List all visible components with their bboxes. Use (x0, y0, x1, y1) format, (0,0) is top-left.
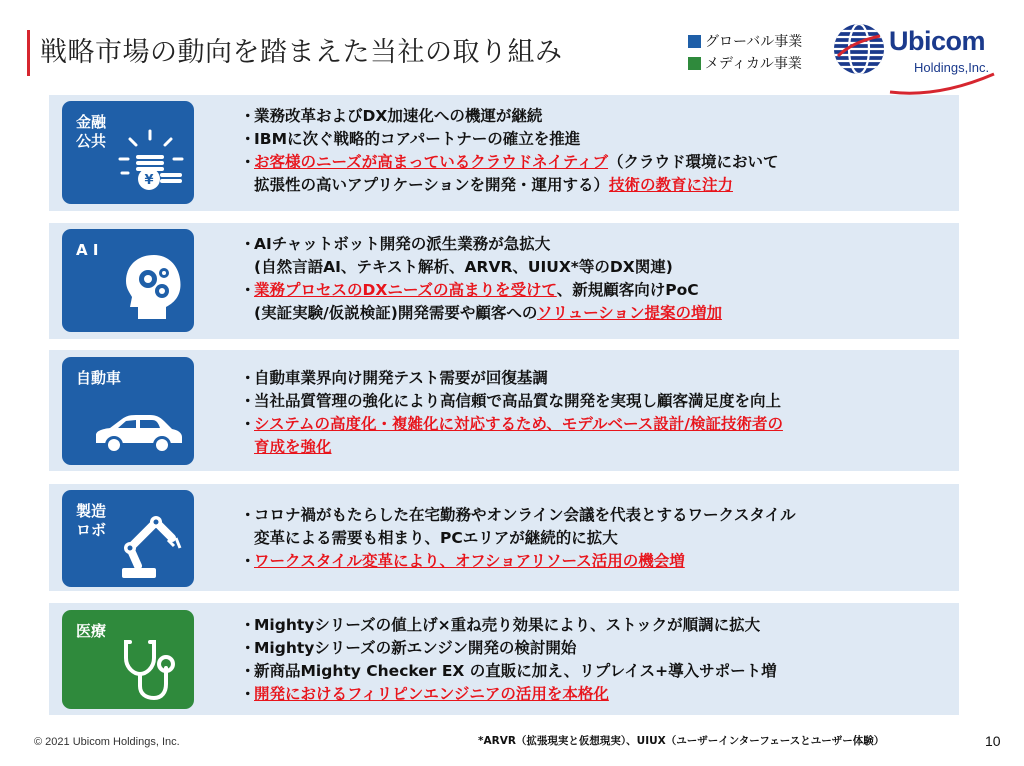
category-label: 自動車 (76, 369, 122, 387)
stethoscope-icon (116, 638, 186, 704)
bullet-item (240, 413, 783, 436)
category-label: 金融 公共 (76, 113, 107, 150)
bullet-dot: ・ (240, 685, 256, 703)
category-tile (62, 229, 194, 332)
bullet-item (240, 105, 779, 128)
bullet-text: (実証実験/仮説検証)開発需要や顧客への (254, 304, 538, 322)
legend-medical (688, 52, 802, 74)
car-icon (90, 411, 186, 457)
ai-head-icon (120, 251, 186, 323)
bullet-text: Mightyシリーズの値上げ×重ね売り効果により、ストックが順調に拡大 (254, 616, 761, 634)
highlight-text: ソリューション提案の増加 (537, 304, 722, 322)
bullet-dot: ・ (240, 415, 256, 433)
footnote: *ARVR（拡張現実と仮想現実）、UIUX（ユーザーインターフェースとユーザー体験） (478, 735, 885, 747)
bullet-item (240, 233, 722, 256)
bullet-item (240, 614, 777, 637)
logo-subtitle: Holdings,Inc. (914, 60, 990, 75)
bullet-continuation (240, 436, 783, 459)
robot-arm-icon (116, 508, 186, 584)
bullet-text: AIチャットボット開発の派生業務が急拡大 (254, 235, 551, 253)
bullet-text: Mightyシリーズの新エンジン開発の検討開始 (254, 639, 577, 657)
bullet-list (240, 233, 722, 325)
bullet-dot: ・ (240, 235, 256, 253)
legend-medical-swatch (688, 57, 701, 70)
highlight-text: お客様のニーズが高まっているクラウドネイティブ (254, 153, 609, 171)
legend-global-label: グローバル事業 (705, 34, 803, 50)
bullet-item (240, 660, 777, 683)
company-logo (832, 22, 1002, 92)
svg-text:¥: ¥ (144, 173, 154, 188)
bullet-item (240, 550, 796, 573)
section-panel (49, 350, 959, 471)
highlight-text: 育成を強化 (254, 438, 332, 456)
bullet-item (240, 504, 796, 527)
highlight-text: 技術の教育に注力 (608, 176, 733, 194)
bullet-dot: ・ (240, 662, 256, 680)
category-label: A I (76, 241, 99, 259)
category-tile (62, 490, 194, 587)
highlight-text: ワークスタイル変革により、オフショアリソース活用の機会増 (254, 552, 685, 570)
bullet-dot: ・ (240, 107, 256, 125)
bullet-text: 変革による需要も相まり、PCエリアが継続的に拡大 (254, 529, 618, 547)
bullet-list (240, 504, 796, 573)
bullet-item (240, 390, 783, 413)
category-label: 製造 ロボ (76, 502, 107, 539)
bullet-dot: ・ (240, 506, 256, 524)
bullet-text: 新商品Mighty Checker EX の直販に加え、リプレイス+導入サポート増 (254, 662, 777, 680)
bullet-item (240, 637, 777, 660)
category-tile (62, 357, 194, 465)
bullet-item (240, 367, 783, 390)
bullet-item (240, 279, 722, 302)
bullet-text: 当社品質管理の強化により高信頼で高品質な開発を実現し顧客満足度を向上 (254, 392, 782, 410)
bullet-item (240, 128, 779, 151)
bullet-text: 自動車業界向け開発テスト需要が回復基調 (254, 369, 548, 387)
bullet-text: (自然言語AI、テキスト解析、ARVR、UIUX*等のDX関連) (254, 258, 673, 276)
bullet-dot: ・ (240, 130, 256, 148)
bullet-continuation (240, 302, 722, 325)
bullet-continuation (240, 527, 796, 550)
bullet-dot: ・ (240, 552, 256, 570)
copyright: © 2021 Ubicom Holdings, Inc. (34, 736, 180, 748)
bullet-dot: ・ (240, 281, 256, 299)
bullet-text: IBMに次ぐ戦略的コアパートナーの確立を推進 (254, 130, 581, 148)
bullet-text: 、新規顧客向けPoC (556, 281, 699, 299)
bullet-dot: ・ (240, 369, 256, 387)
business-legend (688, 30, 802, 74)
bullet-list (240, 105, 779, 197)
highlight-text: システムの高度化・複雑化に対応するため、モデルベース設計/検証技術者の (254, 415, 783, 433)
highlight-text: 業務プロセスのDXニーズの高まりを受けて (254, 281, 557, 299)
bullet-list (240, 614, 777, 706)
bullet-list (240, 367, 783, 459)
bullet-text: （クラウド環境において (608, 153, 779, 171)
bullet-item (240, 683, 777, 706)
title-accent-bar (27, 30, 30, 76)
bullet-continuation (240, 174, 779, 197)
page-title: 戦略市場の動向を踏まえた当社の取り組み (40, 37, 563, 68)
section-panel (49, 603, 959, 715)
bullet-dot: ・ (240, 616, 256, 634)
legend-global-swatch (688, 35, 701, 48)
bullet-dot: ・ (240, 392, 256, 410)
section-panel (49, 95, 959, 211)
bullet-item (240, 151, 779, 174)
section-panel (49, 484, 959, 591)
bullet-continuation (240, 256, 722, 279)
page-number: 10 (985, 733, 1001, 749)
highlight-text: 開発におけるフィリピンエンジニアの活用を本格化 (254, 685, 609, 703)
globe-logo-icon (832, 22, 886, 76)
bullet-text: 拡張性の高いアプリケーションを開発・運用する） (254, 176, 609, 194)
legend-global (688, 30, 802, 52)
category-label: 医療 (76, 622, 107, 640)
bullet-dot: ・ (240, 639, 256, 657)
logo-name: Ubicom (889, 26, 986, 56)
bullet-text: コロナ禍がもたらした在宅勤務やオンライン会議を代表とするワークスタイル (254, 506, 796, 524)
coins-icon (116, 129, 186, 193)
legend-medical-label: メディカル事業 (705, 56, 802, 72)
category-tile (62, 610, 194, 709)
bullet-text: 業務改革およびDX加速化への機運が継続 (254, 107, 543, 125)
bullet-dot: ・ (240, 153, 256, 171)
section-panel (49, 223, 959, 339)
category-tile (62, 101, 194, 204)
